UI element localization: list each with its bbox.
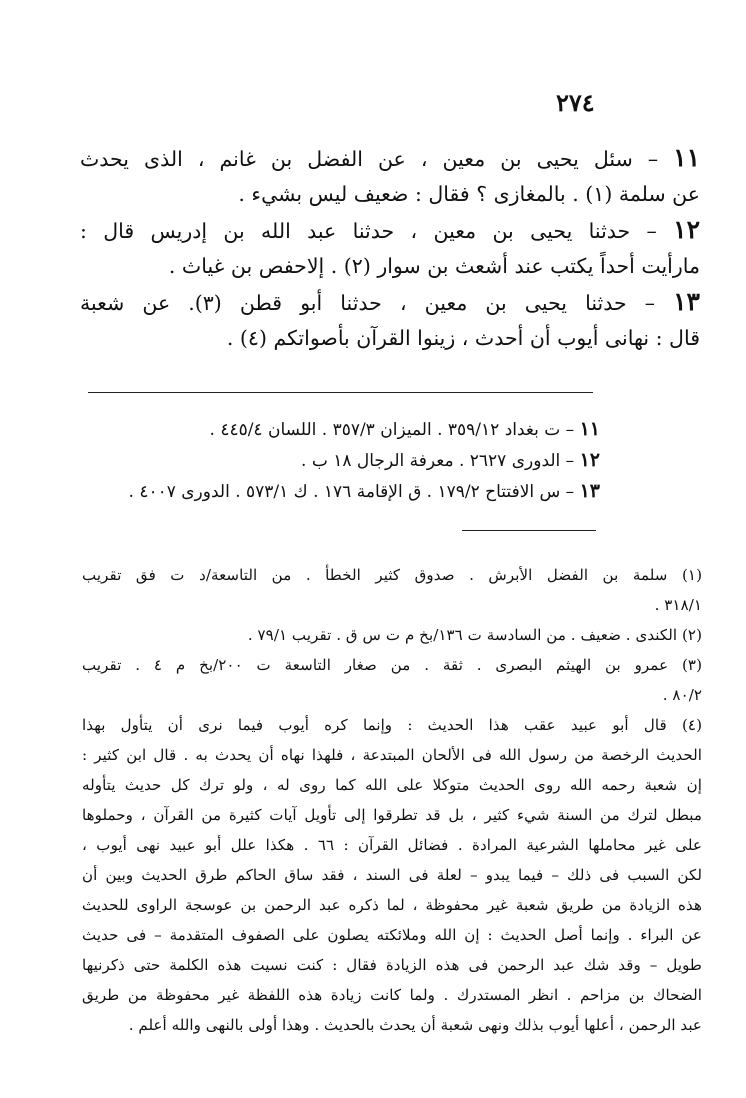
footnote-line: طويل – وقد شك عبد الرحمن فى هذه الزيادة فقال : كنت نسيت هذه الكلمة حتى ذكرنيها <box>82 956 702 974</box>
source-item: ١٢ – الدورى ٢٦٢٧ . معرفة الرجال ١٨ ب . <box>301 449 600 471</box>
footnote-line: على غير محاملها الشرعية المرادة . فضائل القرآن : ٦٦ . هكذا علل أبو عبيد نهى أيوب ، <box>82 836 702 854</box>
footnote-line: الحديث الرخصة من رسول الله فى الألحان المبتدعة ، فلهذا نهاه أن يحدث به . قال ابن كثير : <box>82 746 702 764</box>
footnote-line: لكن السبب فى ذلك – فيما يبدو – لعلة فى السند ، فقد ساق الحاكم طرق الحديث وبين أن <box>82 866 702 884</box>
entry-number: ١٣ <box>673 287 700 316</box>
entry-number: ١١ <box>673 143 700 172</box>
source-item: ١٣ – س الافتتاح ١٧٩/٢ . ق الإقامة ١٧٦ . ك ٥٧٣/١ . الدورى ٤٠٠٧ . <box>128 480 600 502</box>
entry-12-line-2: مارأيت أحداً يكتب عند أشعث بن سوار (٢) . إلاحفص بن غياث . <box>168 254 700 278</box>
page-number: ٢٧٤ <box>556 88 595 117</box>
footnote-line: الضحاك بن مزاحم . انظر المستدرك . ولما كانت زيادة هذه اللفظة غير محفوظة من طريق <box>82 986 702 1004</box>
entry-11-line-1: ١١ – سئل يحيى بن معين ، عن الفضل بن غانم ، الذى يحدث <box>80 143 700 172</box>
footnote-line: (٣) عمرو بن الهيثم البصرى . ثقة . من صغار التاسعة ت ٢٠٠/بخ م ٤ . تقريب <box>82 656 702 674</box>
entry-11-line-2: عن سلمة (١) . بالمغازى ؟ فقال : ضعيف ليس بشيء . <box>238 182 700 206</box>
footnote-line: (٤) قال أبو عبيد عقب هذا الحديث : وإنما كره أيوب فيما نرى أن يتأول بهذا <box>82 716 702 734</box>
source-item: ١١ – ت بغداد ٣٥٩/١٢ . الميزان ٣٥٧/٣ . اللسان ٤٤٥/٤ . <box>209 418 600 440</box>
footnote-line: مبطل لترك من السنة شيء كثير ، بل قد تطرقوا إلى تأويل آيات كثيرة من القرآن ، وحملوها <box>82 806 702 824</box>
footnote-line: عن البراء . وإنما أصل الحديث : إن الله وملائكته يصلون على الصفوف المتقدمة – فى حديث <box>82 926 702 944</box>
entry-number: ١٢ <box>673 215 700 244</box>
sources-list <box>128 414 600 507</box>
footnote-divider <box>462 530 596 531</box>
section-divider <box>88 392 593 393</box>
footnote-line: عبد الرحمن ، أعلها أيوب بذلك ونهى شعبة أن يحدث بالحديث . وهذا أولى بالنهى والله أعلم . <box>128 1016 702 1034</box>
footnote-line: (١) سلمة بن الفضل الأبرش . صدوق كثير الخطأ . من التاسعة/د ت فق تقريب <box>82 566 702 584</box>
footnote-line: إن شعبة رحمه الله روى الحديث متوكلا على الله كما روى له ، ولو ترك كل حديث يتأوله <box>82 776 702 794</box>
entry-12-line-1: ١٢ – حدثنا يحيى بن معين ، حدثنا عبد الله بن إدريس قال : <box>80 215 700 244</box>
entry-13-line-1: ١٣ – حدثنا يحيى بن معين ، حدثنا أبو قطن (٣). عن شعبة <box>80 287 700 316</box>
footnote-line: هذه الزيادة من طريق شعبة غير محفوظة ، لما ذكره عبد الرحمن بن عوسجة الراوى للحديث <box>82 896 702 914</box>
main-text <box>80 140 700 356</box>
footnotes <box>82 560 702 1040</box>
footnote-line: ٣١٨/١ . <box>654 596 702 614</box>
footnote-line: (٢) الكندى . ضعيف . من السادسة ت ١٣٦/بخ م ت س ق . تقريب ٧٩/١ . <box>247 626 702 644</box>
footnote-line: ٨٠/٢ . <box>662 686 702 704</box>
entry-13-line-2: قال : نهانى أيوب أن أحدث ، زينوا القرآن بأصواتكم (٤) . <box>226 326 700 350</box>
